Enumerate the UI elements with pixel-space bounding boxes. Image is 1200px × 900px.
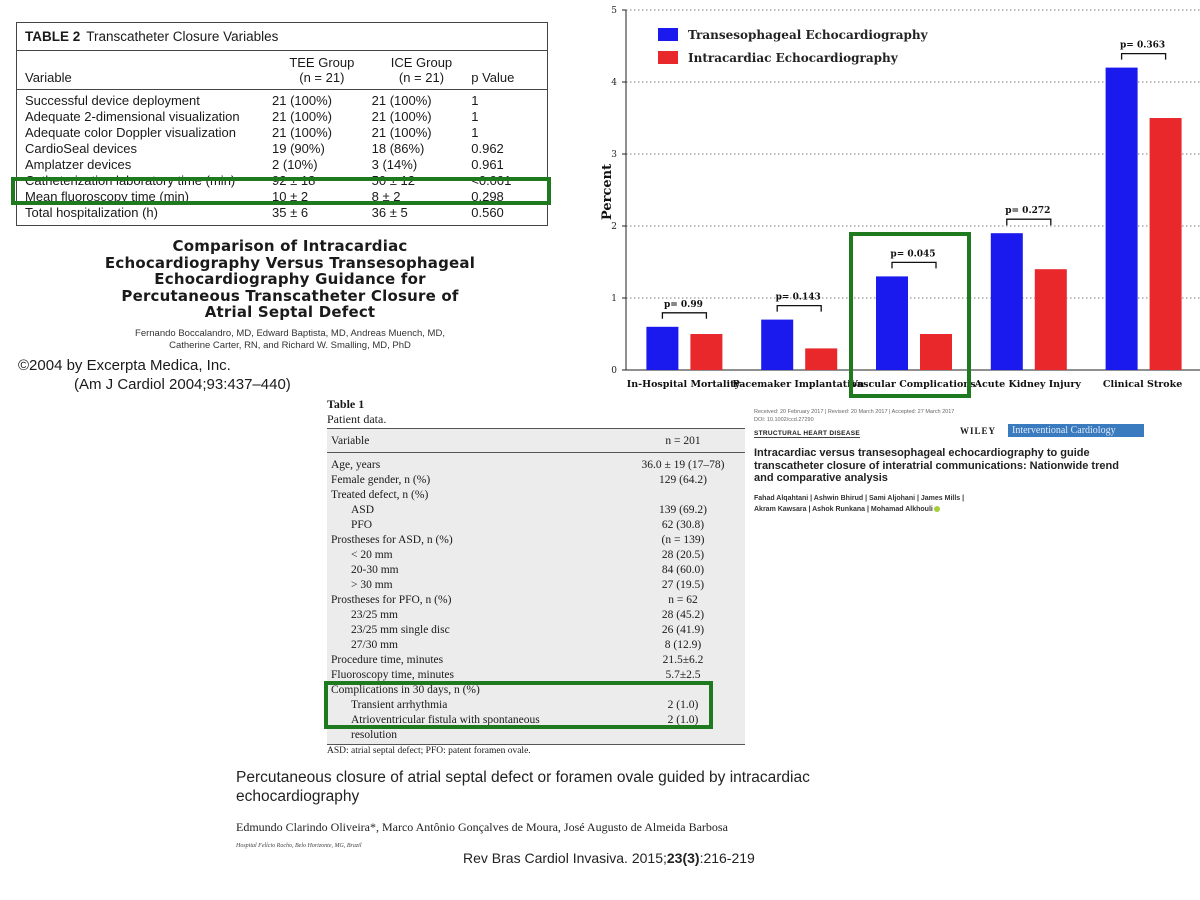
table-cell-value: 2 (1.0) (667, 713, 699, 726)
table-row (25, 93, 539, 109)
table-cell: Adequate color Doppler visualization (25, 125, 237, 140)
table-cell-label: resolution (351, 728, 397, 741)
x-category-label: Vascular Complications (850, 379, 976, 390)
table-cell: 21 (100%) (272, 93, 333, 108)
table-cell: 0.560 (471, 205, 504, 220)
y-tick-label: 5 (611, 6, 617, 16)
tee-bar (991, 233, 1023, 370)
table-cell-label: Age, years (331, 458, 381, 471)
publisher-logo: WILEY (960, 426, 997, 436)
ice-bar (690, 334, 722, 370)
p-value-bracket (662, 313, 706, 319)
x-category-label: In-Hospital Mortality (626, 379, 741, 390)
article-1-authors: Fernando Boccalandro, MD, Edward Baptista, MD, Andreas Muench, MD, Catherine Carter, RN, and Richard W. Smalling, MD, PhD (135, 328, 445, 351)
table-cell-label: 23/25 mm single disc (351, 623, 450, 636)
highlight-box-table-1 (324, 681, 713, 729)
orcid-icon (934, 506, 940, 512)
table-cell: 0.962 (471, 141, 504, 156)
table-row (25, 109, 539, 125)
highlight-box-table-2 (11, 177, 551, 205)
table-cell: <0.001 (471, 173, 512, 188)
article-2-section: STRUCTURAL HEART DISEASE (754, 430, 861, 437)
ice-bar (805, 348, 837, 370)
table-cell-label: Procedure time, minutes (331, 653, 444, 666)
highlight-box-chart (849, 232, 971, 398)
col-header-p: p Value (471, 70, 515, 85)
table-cell: 3 (14%) (371, 157, 418, 172)
table-row (327, 592, 745, 607)
table-cell-value: 28 (20.5) (661, 548, 705, 561)
table-row (327, 667, 745, 682)
table-cell: 92 ± 18 (272, 173, 316, 188)
p-value-label: p= 0.143 (775, 292, 821, 303)
x-category-label: Pacemaker Implantation (732, 379, 865, 390)
table-cell-value: 36.0 ± 19 (17–78) (641, 458, 725, 471)
y-tick-label: 1 (611, 294, 617, 304)
table-cell: CardioSeal devices (25, 141, 138, 156)
article-2-meta: Received: 20 February 2017 | Revised: 20 March 2017 | Accepted: 27 March 2017 DOI: 10.1002/ccd.27290 (754, 409, 955, 423)
table-cell: Amplatzer devices (25, 157, 132, 172)
p-value-label: p= 0.272 (1005, 206, 1051, 217)
table-cell-label: Complications in 30 days, n (%) (331, 683, 480, 696)
tee-bar (1106, 68, 1138, 370)
ice-bar (1150, 118, 1182, 370)
article-3-authors: Edmundo Clarindo Oliveira*, Marco Antônio Gonçalves de Moura, José Augusto de Almeida Barbosa (236, 820, 728, 834)
table-row (327, 502, 745, 517)
y-tick-label: 2 (611, 222, 617, 232)
article-1-citation: (Am J Cardiol 2004;93:437–440) (74, 376, 291, 393)
table-row (327, 487, 745, 502)
table-cell: 1 (471, 109, 479, 124)
table-cell: Successful device deployment (25, 93, 200, 108)
table-cell: 0.961 (471, 157, 504, 172)
y-axis-label: Percent (600, 163, 615, 221)
article-1-title: Comparison of Intracardiac Echocardiography Versus Transesophageal Echocardiography Guidance for Percutaneous Transcatheter Closure of Atrial Septal Defect (104, 237, 476, 321)
table-cell: 1 (471, 125, 479, 140)
article-3-title: Percutaneous closure of atrial septal defect or foramen ovale guided by intracardiac echocardiography (236, 769, 810, 805)
legend-swatch (658, 28, 678, 41)
table-row (25, 157, 539, 173)
table-cell: 21 (100%) (272, 125, 333, 140)
table-row (327, 607, 745, 622)
table-cell-value: 26 (41.9) (661, 623, 705, 636)
article-2-authors: Fahad Alqahtani | Ashwin Bhirud | Sami Aljohani | James Mills | Akram Kawsara | Ashok Runkana | Mohamad Alkhouli (754, 495, 965, 513)
table-cell: 35 ± 6 (272, 205, 309, 220)
table-row (327, 517, 745, 532)
col-header-variable: Variable (25, 70, 72, 85)
table-cell: 1 (471, 93, 479, 108)
table-cell: 2 (10%) (272, 157, 318, 172)
table-cell-value: 2 (1.0) (667, 698, 699, 711)
table-cell: 19 (90%) (272, 141, 325, 156)
p-value-bracket (777, 306, 821, 312)
table-cell-label: Transient arrhythmia (351, 698, 448, 711)
table-1-header (327, 429, 745, 453)
table-cell-value: 8 (12.9) (664, 638, 702, 651)
table-cell-label: 27/30 mm (351, 638, 398, 651)
table-1-footnote: ASD: atrial septal defect; PFO: patent foramen ovale. (327, 746, 531, 756)
table-cell: 10 ± 2 (272, 189, 309, 204)
table-cell: 21 (100%) (371, 93, 432, 108)
article-3-citation: Rev Bras Cardiol Invasiva. 2015;23(3):216-219 (463, 850, 755, 866)
table-cell-label: > 30 mm (351, 578, 393, 591)
table-cell-value: 84 (60.0) (661, 563, 705, 576)
journal-banner: Interventional Cardiology (1008, 424, 1144, 437)
article-3-affiliation: Hospital Felício Rocho, Belo Horizonte, MG, Brazil (236, 843, 362, 849)
table-cell-value: n = 62 (668, 593, 698, 606)
table-row (327, 652, 745, 667)
y-tick-label: 0 (611, 366, 617, 376)
table-2-caption: Transcatheter Closure Variables (86, 29, 279, 44)
col-header-ice: ICE Group (n = 21) (390, 55, 453, 85)
table-cell: Catheterization laboratory time (min) (25, 173, 236, 188)
table-cell: 36 ± 5 (371, 205, 408, 220)
table-cell: 0.298 (471, 189, 504, 204)
table-cell: Adequate 2-dimensional visualization (25, 109, 240, 124)
table-cell-value: 139 (69.2) (659, 503, 707, 516)
table-row (327, 457, 745, 472)
table-cell-label: Fluoroscopy time, minutes (331, 668, 454, 681)
table-cell: 8 ± 2 (371, 189, 401, 204)
table-cell-value: 28 (45.2) (661, 608, 705, 621)
table-cell-label: 23/25 mm (351, 608, 398, 621)
table-row (327, 637, 745, 652)
table-cell: 18 (86%) (371, 141, 425, 156)
tee-bar (761, 320, 793, 370)
table-cell: 21 (100%) (371, 125, 432, 140)
p-value-label: p= 0.045 (890, 249, 936, 260)
table-1-label: Table 1 Patient data. (327, 397, 387, 426)
table-row (25, 125, 539, 141)
table-cell-value: 129 (64.2) (659, 473, 707, 486)
p-value-label: p= 0.363 (1120, 40, 1166, 51)
article-1-copyright: ©2004 by Excerpta Medica, Inc. (18, 357, 231, 374)
table-cell-label: 20-30 mm (351, 563, 399, 576)
y-tick-label: 3 (611, 150, 617, 160)
table-2-title (25, 29, 539, 44)
col-header-variable: Variable (331, 434, 370, 447)
p-value-bracket (1122, 54, 1166, 60)
table-row (327, 562, 745, 577)
table-cell: 21 (100%) (272, 109, 333, 124)
p-value-label: p= 0.99 (663, 299, 703, 310)
tee-bar (646, 327, 678, 370)
table-cell-value: 27 (19.5) (661, 578, 705, 591)
table-cell-label: Atrioventricular fistula with spontaneous (351, 713, 540, 726)
table-row (327, 547, 745, 562)
table-2-header (17, 51, 547, 90)
table-cell: Total hospitalization (h) (25, 205, 158, 220)
table-cell-value: 5.7±2.5 (665, 668, 701, 681)
x-category-label: Clinical Stroke (1102, 379, 1183, 390)
table-cell: 21 (100%) (371, 109, 432, 124)
table-2-label: TABLE 2 (25, 29, 81, 44)
table-cell-label: PFO (351, 518, 373, 531)
table-cell-label: Female gender, n (%) (331, 473, 431, 486)
table-cell-label: Prostheses for PFO, n (%) (331, 593, 452, 606)
table-cell-value: 62 (30.8) (661, 518, 705, 531)
table-cell-value: (n = 139) (661, 533, 705, 546)
ice-bar (1035, 269, 1067, 370)
col-header-tee: TEE Group (n = 21) (289, 55, 355, 85)
legend-label: Transesophageal Echocardiography (688, 28, 928, 42)
table-row (327, 577, 745, 592)
p-value-bracket (1007, 219, 1051, 225)
article-2-title: Intracardiac versus transesophageal echocardiography to guide transcatheter closure of interatrial communications: Nationwide trend and comparative analysis (754, 447, 1119, 484)
table-cell-label: < 20 mm (351, 548, 393, 561)
table-cell-value: 21.5±6.2 (662, 653, 704, 666)
legend-swatch (658, 51, 678, 64)
table-row (327, 472, 745, 487)
table-cell: 50 ± 12 (371, 173, 415, 188)
table-row (25, 205, 539, 221)
table-cell-label: ASD (351, 503, 375, 516)
x-category-label: Acute Kidney Injury (974, 379, 1081, 390)
table-cell-label: Prostheses for ASD, n (%) (331, 533, 453, 546)
table-row (25, 141, 539, 157)
table-row (327, 727, 745, 742)
table-cell-label: Treated defect, n (%) (331, 488, 429, 501)
legend-label: Intracardiac Echocardiography (688, 51, 898, 65)
col-header-n: n = 201 (665, 434, 701, 447)
y-tick-label: 4 (611, 78, 617, 88)
table-cell: Mean fluoroscopy time (min) (25, 189, 189, 204)
table-row (327, 622, 745, 637)
table-row (327, 532, 745, 547)
